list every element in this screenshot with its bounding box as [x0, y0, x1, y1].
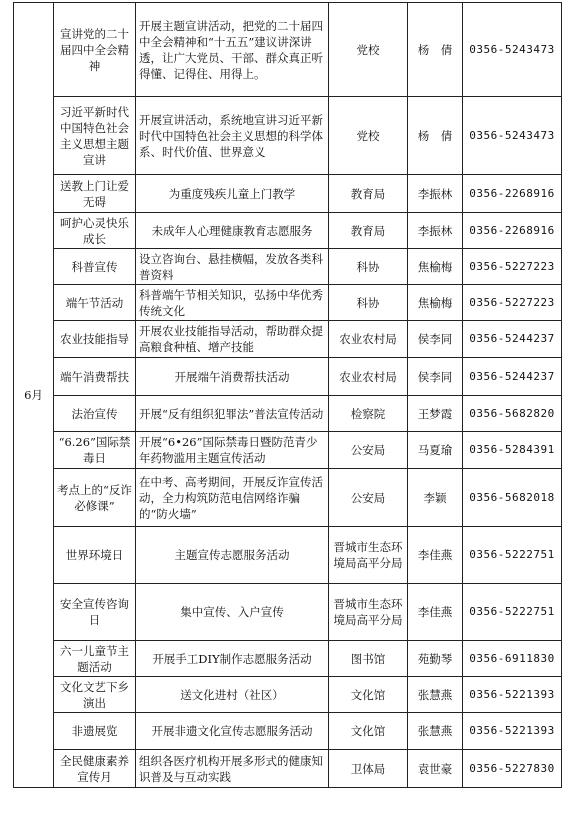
phone-cell: 0356-5244237 [463, 358, 562, 396]
content-cell: 送文化进村（社区） [136, 677, 329, 713]
unit-cell: 党校 [329, 3, 408, 97]
unit-cell: 科协 [329, 285, 408, 321]
contact-cell: 焦榆梅 [408, 285, 463, 321]
contact-cell: 李佳燕 [408, 527, 463, 584]
table-row [14, 175, 562, 213]
content-cell: 组织各医疗机构开展多形式的健康知识普及与互动实践 [136, 750, 329, 788]
topic-cell: 呵护心灵快乐成长 [54, 213, 136, 249]
table-row [14, 97, 562, 175]
topic-cell: 端午节活动 [54, 285, 136, 321]
contact-cell: 李振林 [408, 175, 463, 213]
topic-cell: 全民健康素养宣传月 [54, 750, 136, 788]
table-row [14, 213, 562, 249]
contact-cell: 苑勤琴 [408, 641, 463, 677]
table-row [14, 641, 562, 677]
content-cell: 未成年人心理健康教育志愿服务 [136, 213, 329, 249]
table-row [14, 677, 562, 713]
topic-cell: 端午消费帮扶 [54, 358, 136, 396]
topic-cell: 宣讲党的二十届四中全会精神 [54, 3, 136, 97]
table-row [14, 3, 562, 97]
topic-cell: 安全宣传咨询日 [54, 584, 136, 641]
unit-cell: 教育局 [329, 213, 408, 249]
content-cell: 为重度残疾儿童上门教学 [136, 175, 329, 213]
table-row [14, 321, 562, 358]
table-row [14, 584, 562, 641]
content-cell: 设立咨询台、悬挂横幅，发放各类科普资料 [136, 249, 329, 285]
month-cell: 6月 [14, 3, 54, 788]
contact-cell: 杨 倩 [408, 3, 463, 97]
table-row [14, 432, 562, 469]
content-cell: 在中考、高考期间，开展反诈宣传活动，全力构筑防范电信网络诈骗的“防火墙” [136, 469, 329, 527]
contact-cell: 侯李同 [408, 321, 463, 358]
topic-cell: 送教上门让爱无碍 [54, 175, 136, 213]
topic-cell: 六一儿童节主题活动 [54, 641, 136, 677]
table-row [14, 527, 562, 584]
table-row [14, 285, 562, 321]
unit-cell: 图书馆 [329, 641, 408, 677]
phone-cell: 0356-5682820 [463, 396, 562, 432]
phone-cell: 0356-5221393 [463, 713, 562, 750]
contact-cell: 袁世豪 [408, 750, 463, 788]
phone-cell: 0356-5222751 [463, 527, 562, 584]
phone-cell: 0356-2268916 [463, 175, 562, 213]
unit-cell: 公安局 [329, 432, 408, 469]
contact-cell: 杨 倩 [408, 97, 463, 175]
content-cell: 开展“反有组织犯罪法”普法宣传活动 [136, 396, 329, 432]
activity-table-body [14, 3, 562, 788]
unit-cell: 晋城市生态环境局高平分局 [329, 584, 408, 641]
contact-cell: 张慧燕 [408, 677, 463, 713]
phone-cell: 0356-5243473 [463, 97, 562, 175]
table-row [14, 469, 562, 527]
content-cell: 科普端午节相关知识，弘扬中华优秀传统文化 [136, 285, 329, 321]
contact-cell: 马夏瑜 [408, 432, 463, 469]
table-row [14, 750, 562, 788]
table-row [14, 249, 562, 285]
content-cell: 开展“6•26”国际禁毒日暨防范青少年药物滥用主题宣传活动 [136, 432, 329, 469]
content-cell: 开展农业技能指导活动，帮助群众提高粮食种植、增产技能 [136, 321, 329, 358]
content-cell: 开展端午消费帮扶活动 [136, 358, 329, 396]
phone-cell: 0356-5222751 [463, 584, 562, 641]
phone-cell: 0356-5227830 [463, 750, 562, 788]
content-cell: 主题宣传志愿服务活动 [136, 527, 329, 584]
phone-cell: 0356-6911830 [463, 641, 562, 677]
activity-table [13, 2, 562, 788]
table-row [14, 713, 562, 750]
contact-cell: 张慧燕 [408, 713, 463, 750]
topic-cell: “6.26”国际禁毒日 [54, 432, 136, 469]
contact-cell: 侯李同 [408, 358, 463, 396]
topic-cell: 文化文艺下乡演出 [54, 677, 136, 713]
unit-cell: 科协 [329, 249, 408, 285]
topic-cell: 非遗展览 [54, 713, 136, 750]
unit-cell: 文化馆 [329, 713, 408, 750]
phone-cell: 0356-5682018 [463, 469, 562, 527]
contact-cell: 李颖 [408, 469, 463, 527]
phone-cell: 0356-5227223 [463, 249, 562, 285]
unit-cell: 公安局 [329, 469, 408, 527]
contact-cell: 焦榆梅 [408, 249, 463, 285]
unit-cell: 晋城市生态环境局高平分局 [329, 527, 408, 584]
content-cell: 开展宣讲活动，系统地宣讲习近平新时代中国特色社会主义思想的科学体系、时代价值、世界意义 [136, 97, 329, 175]
unit-cell: 卫体局 [329, 750, 408, 788]
phone-cell: 0356-5227223 [463, 285, 562, 321]
unit-cell: 文化馆 [329, 677, 408, 713]
topic-cell: 考点上的“反诈必修课” [54, 469, 136, 527]
table-row [14, 358, 562, 396]
topic-cell: 习近平新时代中国特色社会主义思想主题宣讲 [54, 97, 136, 175]
phone-cell: 0356-5284391 [463, 432, 562, 469]
content-cell: 开展手工DIY制作志愿服务活动 [136, 641, 329, 677]
contact-cell: 李佳燕 [408, 584, 463, 641]
content-cell: 开展非遗文化宣传志愿服务活动 [136, 713, 329, 750]
unit-cell: 农业农村局 [329, 358, 408, 396]
phone-cell: 0356-5243473 [463, 3, 562, 97]
content-cell: 集中宣传、入户宣传 [136, 584, 329, 641]
phone-cell: 0356-2268916 [463, 213, 562, 249]
topic-cell: 法治宣传 [54, 396, 136, 432]
content-cell: 开展主题宣讲活动，把党的二十届四中全会精神和“十五五”建议讲深讲透，让广大党员、干部、群众真正听得懂、记得住、用得上。 [136, 3, 329, 97]
phone-cell: 0356-5221393 [463, 677, 562, 713]
unit-cell: 教育局 [329, 175, 408, 213]
table-row [14, 396, 562, 432]
phone-cell: 0356-5244237 [463, 321, 562, 358]
topic-cell: 农业技能指导 [54, 321, 136, 358]
contact-cell: 李振林 [408, 213, 463, 249]
topic-cell: 科普宣传 [54, 249, 136, 285]
contact-cell: 王梦霞 [408, 396, 463, 432]
unit-cell: 农业农村局 [329, 321, 408, 358]
unit-cell: 检察院 [329, 396, 408, 432]
unit-cell: 党校 [329, 97, 408, 175]
topic-cell: 世界环境日 [54, 527, 136, 584]
